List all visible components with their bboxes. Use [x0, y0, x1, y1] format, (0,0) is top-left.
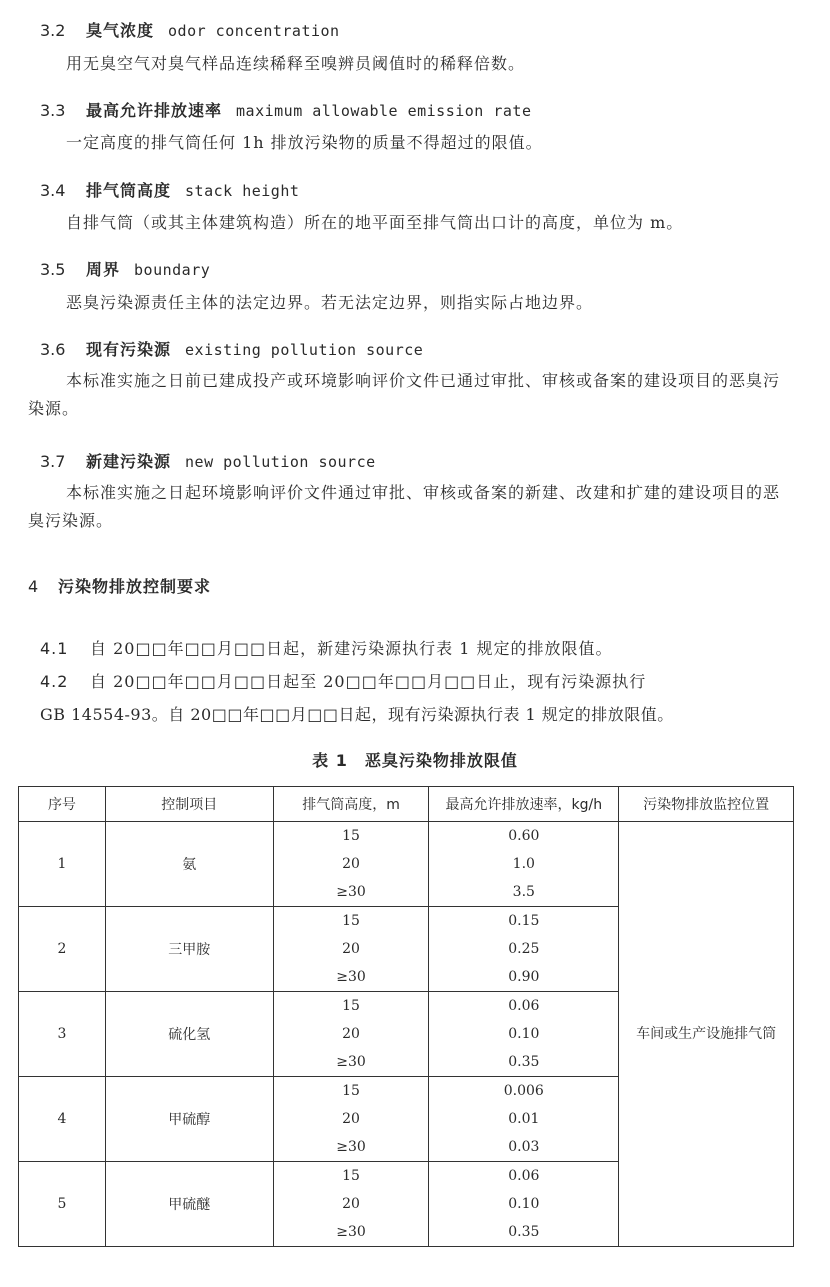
definition-term-en: stack height — [185, 182, 300, 200]
emission-rate: 0.15 — [429, 907, 619, 936]
section-title: 污染物排放控制要求 — [58, 577, 212, 596]
definition-number: 3.3 — [40, 101, 66, 120]
header-item: 控制项目 — [105, 787, 273, 822]
row-number: 5 — [19, 1162, 106, 1247]
definition-heading — [40, 178, 299, 201]
definition-term-en: existing pollution source — [185, 341, 424, 359]
row-number: 3 — [19, 992, 106, 1077]
definition-term-zh: 排气筒高度 — [86, 181, 172, 200]
definition-term-zh: 新建污染源 — [86, 452, 172, 471]
definition-number: 3.4 — [40, 181, 66, 200]
definition-term-zh: 现有污染源 — [86, 340, 172, 359]
pollutant-name: 三甲胺 — [105, 907, 273, 992]
emission-rate: 0.35 — [429, 1218, 619, 1247]
definition-number: 3.5 — [40, 260, 66, 279]
definition-text: 本标准实施之日前已建成投产或环境影响评价文件已通过审批、审核或备案的建设项目的恶臭污染源。 — [28, 371, 781, 418]
stack-height: 15 — [273, 1162, 429, 1191]
definition-text: 恶臭污染源责任主体的法定边界。若无法定边界，则指实际占地边界。 — [66, 293, 594, 312]
definition-term-zh: 臭气浓度 — [86, 21, 155, 40]
definition-term-en: odor concentration — [168, 22, 340, 40]
emission-rate: 0.25 — [429, 935, 619, 963]
clause-text: 自 20□□年□□月□□日起至 20□□年□□月□□日止，现有污染源执行 — [90, 672, 647, 691]
stack-height: ≥30 — [273, 878, 429, 907]
header-no: 序号 — [19, 787, 106, 822]
clause-number: 4.2 — [40, 672, 69, 691]
emission-rate: 0.35 — [429, 1048, 619, 1077]
definition-number: 3.6 — [40, 340, 66, 359]
definition-term-en: maximum allowable emission rate — [236, 102, 532, 120]
table-row — [19, 822, 794, 851]
section-number: 4 — [28, 577, 39, 596]
emission-rate: 0.60 — [429, 822, 619, 851]
emission-rate: 0.06 — [429, 992, 619, 1021]
table-header-row — [19, 787, 794, 822]
section-heading — [28, 574, 211, 597]
pollutant-name: 硫化氢 — [105, 992, 273, 1077]
emission-rate: 0.10 — [429, 1020, 619, 1048]
stack-height: 20 — [273, 1190, 429, 1218]
stack-height: 20 — [273, 850, 429, 878]
stack-height: ≥30 — [273, 1133, 429, 1162]
definition-heading — [40, 337, 423, 360]
monitor-position: 车间或生产设施排气筒 — [619, 822, 794, 1247]
emission-rate: 0.90 — [429, 963, 619, 992]
emission-rate: 0.006 — [429, 1077, 619, 1106]
emission-rate: 0.10 — [429, 1190, 619, 1218]
definition-number: 3.7 — [40, 452, 66, 471]
emission-rate: 0.01 — [429, 1105, 619, 1133]
clause-number: 4.1 — [40, 639, 69, 658]
emission-rate: 0.06 — [429, 1162, 619, 1191]
clause-text: 自 20□□年□□月□□日起，新建污染源执行表 1 规定的排放限值。 — [90, 639, 613, 658]
emission-rate: 1.0 — [429, 850, 619, 878]
stack-height: ≥30 — [273, 1048, 429, 1077]
stack-height: ≥30 — [273, 963, 429, 992]
emission-limits-table — [18, 786, 794, 1247]
header-rate: 最高允许排放速率，kg/h — [429, 787, 619, 822]
definition-text: 用无臭空气对臭气样品连续稀释至嗅辨员阈值时的稀释倍数。 — [66, 54, 526, 73]
definition-text: 本标准实施之日起环境影响评价文件通过审批、审核或备案的新建、改建和扩建的建设项目的恶臭污染源。 — [28, 483, 781, 530]
header-monitor-position: 污染物排放监控位置 — [619, 787, 794, 822]
emission-rate: 3.5 — [429, 878, 619, 907]
table-title: 表 1 恶臭污染物排放限值 — [312, 751, 518, 770]
definition-term-zh: 最高允许排放速率 — [86, 101, 223, 120]
pollutant-name: 甲硫醇 — [105, 1077, 273, 1162]
emission-rate: 0.03 — [429, 1133, 619, 1162]
clause-continuation: GB 14554-93。自 20□□年□□月□□日起，现有污染源执行表 1 规定的排放限值。 — [40, 705, 674, 724]
row-number: 1 — [19, 822, 106, 907]
stack-height: 15 — [273, 992, 429, 1021]
definition-term-en: new pollution source — [185, 453, 376, 471]
stack-height: 20 — [273, 1105, 429, 1133]
definition-heading — [40, 257, 210, 280]
stack-height: 15 — [273, 1077, 429, 1106]
definition-text: 自排气筒（或其主体建筑构造）所在的地平面至排气筒出口计的高度，单位为 m。 — [66, 213, 684, 232]
stack-height: ≥30 — [273, 1218, 429, 1247]
pollutant-name: 氨 — [105, 822, 273, 907]
definition-term-en: boundary — [134, 261, 211, 279]
definition-text: 一定高度的排气筒任何 1h 排放污染物的质量不得超过的限值。 — [66, 133, 543, 152]
definition-heading — [40, 449, 376, 472]
clause — [40, 669, 646, 692]
row-number: 4 — [19, 1077, 106, 1162]
header-height: 排气筒高度，m — [273, 787, 429, 822]
stack-height: 20 — [273, 1020, 429, 1048]
definition-number: 3.2 — [40, 21, 66, 40]
stack-height: 15 — [273, 822, 429, 851]
stack-height: 20 — [273, 935, 429, 963]
definition-heading — [40, 18, 340, 41]
definition-heading — [40, 98, 531, 121]
stack-height: 15 — [273, 907, 429, 936]
clause — [40, 636, 613, 659]
pollutant-name: 甲硫醚 — [105, 1162, 273, 1247]
row-number: 2 — [19, 907, 106, 992]
definition-term-zh: 周界 — [86, 260, 121, 279]
